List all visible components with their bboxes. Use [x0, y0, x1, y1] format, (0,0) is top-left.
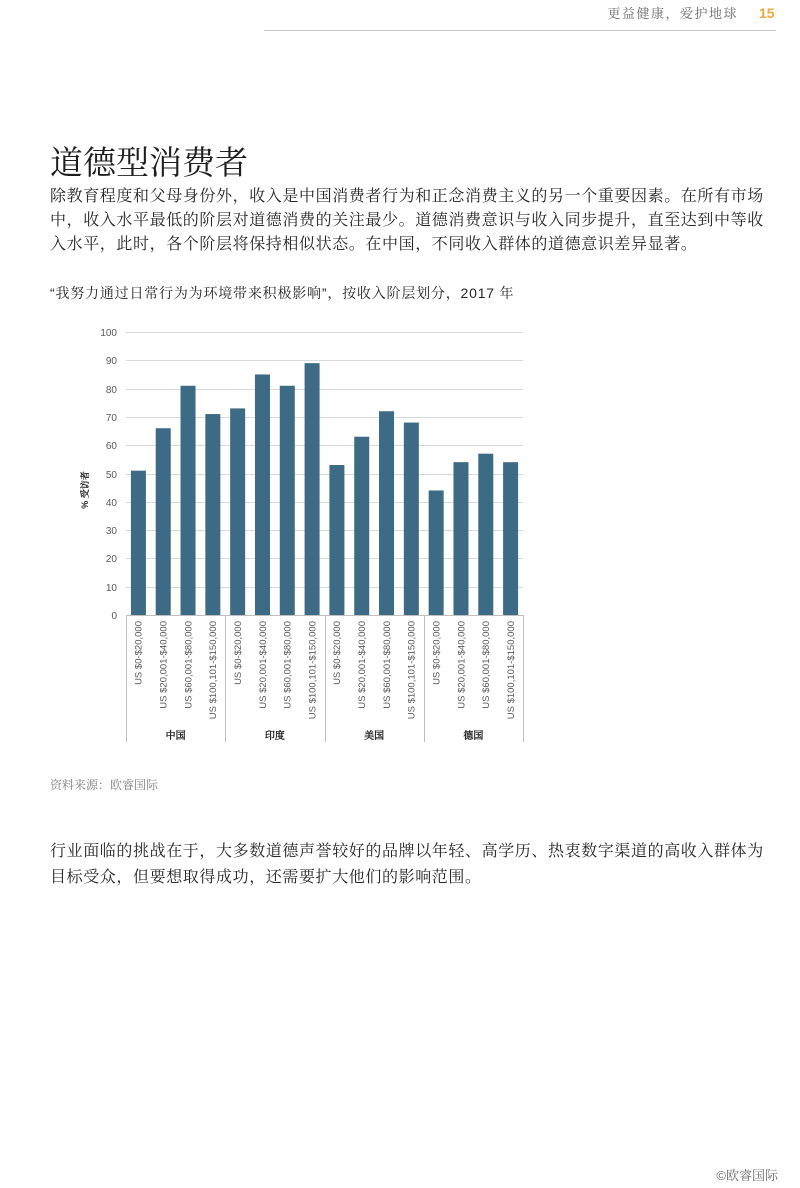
x-tick-label: US $20,001-$40,000 — [357, 621, 369, 709]
x-tick-label: US $20,001-$40,000 — [257, 621, 269, 709]
chart-bar — [404, 423, 419, 615]
chart-bar — [478, 454, 493, 615]
chart-bar — [429, 490, 444, 615]
group-label: 美国 — [364, 731, 385, 742]
y-tick-label: 10 — [105, 583, 117, 594]
x-tick-label: US $60,001-$80,000 — [481, 621, 493, 709]
group-label: 中国 — [165, 731, 186, 742]
y-tick-label: 70 — [105, 413, 117, 424]
y-tick-label: 20 — [105, 554, 117, 565]
x-tick-label: US $0-$20,000 — [332, 621, 344, 685]
x-tick-label: US $20,001-$40,000 — [456, 621, 468, 709]
chart-title: “我努力通过日常行为为环境带来积极影响”，按收入阶层划分，2017 年 — [50, 285, 515, 301]
chart-bar — [255, 374, 270, 615]
y-tick-label: 30 — [105, 526, 117, 537]
y-tick-label: 60 — [105, 441, 117, 452]
chart-bar — [379, 411, 394, 615]
chart-bar — [205, 414, 220, 615]
paragraph-line: 入水平，此时，各个阶层将保持相似状态。在中国，不同收入群体的道德意识差异显著。 — [50, 236, 698, 253]
closing-paragraph — [50, 839, 775, 891]
paragraph-line: 行业面临的挑战在于，大多数道德声誉较好的品牌以年轻、高学历、热衷数字渠道的高收入群体为 — [50, 843, 764, 860]
chart-bar — [453, 462, 468, 615]
x-tick-label: US $0-$20,000 — [133, 621, 145, 685]
chart-source: 资料来源：欧睿国际 — [50, 778, 159, 792]
y-axis-label: % 受访者 — [80, 471, 91, 509]
chart-bar — [305, 363, 320, 615]
x-tick-label: US $100,101-$150,000 — [307, 621, 319, 720]
y-tick-label: 0 — [111, 611, 117, 622]
chart-bar — [354, 437, 369, 615]
x-tick-label: US $60,001-$80,000 — [381, 621, 393, 709]
x-tick-label: US $100,101-$150,000 — [505, 621, 517, 720]
chart-bar — [156, 428, 171, 615]
chart-bar — [181, 386, 196, 615]
y-tick-label: 100 — [100, 328, 117, 339]
group-label: 印度 — [264, 731, 285, 742]
paragraph-line: 目标受众，但要想取得成功，还需要扩大他们的影响范围。 — [50, 869, 482, 886]
income-bar-chart — [0, 310, 560, 760]
chart-bar — [230, 408, 245, 615]
header-section-title: 更益健康，爱护地球 — [607, 6, 738, 21]
x-tick-label: US $20,001-$40,000 — [158, 621, 170, 709]
chart-bar — [503, 462, 518, 615]
x-tick-label: US $60,001-$80,000 — [282, 621, 294, 709]
y-tick-label: 80 — [105, 385, 117, 396]
footer-copyright: ©欧睿国际 — [716, 1168, 778, 1183]
x-tick-label: US $0-$20,000 — [431, 621, 443, 685]
chart-bar — [131, 471, 146, 615]
y-tick-label: 50 — [105, 470, 117, 481]
x-tick-label: US $100,101-$150,000 — [208, 621, 220, 720]
x-tick-label: US $60,001-$80,000 — [183, 621, 195, 709]
chart-bar — [280, 386, 295, 615]
y-axis — [100, 328, 117, 622]
y-tick-label: 90 — [105, 356, 117, 367]
page-title: 道德型消费者 — [50, 144, 248, 181]
bars — [131, 363, 518, 615]
paragraph-line: 中，收入水平最低的阶层对道德消费的关注最少。道德消费意识与收入同步提升，直至达到中等收 — [50, 212, 764, 229]
intro-paragraph — [50, 185, 775, 257]
group-label: 德国 — [463, 731, 484, 742]
paragraph-line: 除教育程度和父母身份外，收入是中国消费者行为和正念消费主义的另一个重要因素。在所有市场 — [50, 188, 764, 205]
chart-bar — [329, 465, 344, 615]
header-divider — [264, 30, 776, 31]
x-tick-label: US $0-$20,000 — [232, 621, 244, 685]
page-number: 15 — [759, 5, 775, 21]
x-tick-label: US $100,101-$150,000 — [406, 621, 418, 720]
y-tick-label: 40 — [105, 498, 117, 509]
